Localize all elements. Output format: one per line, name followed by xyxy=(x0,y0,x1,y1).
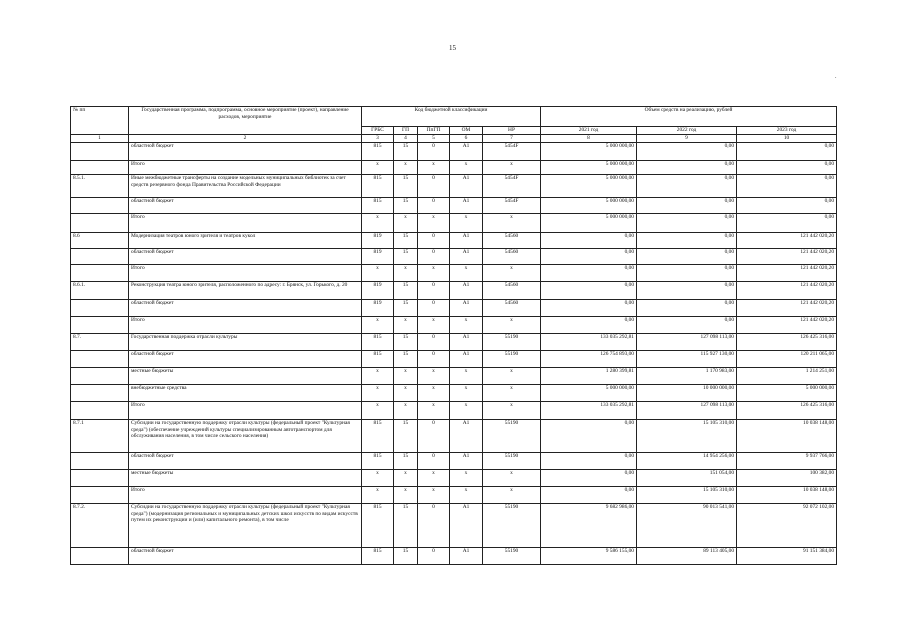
header-code-grbs: ГРБС xyxy=(362,127,394,135)
cell-gp: 15 xyxy=(394,198,418,214)
cell-y2022: 0,00 xyxy=(637,161,737,175)
cell-y2022: 0,00 xyxy=(637,214,737,233)
cell-nr: х xyxy=(483,402,541,420)
cell-ppgp: 0 xyxy=(418,198,450,214)
cell-name: областной бюджет xyxy=(129,351,362,368)
cell-gp: 15 xyxy=(394,143,418,161)
cell-gp: х xyxy=(394,385,418,402)
cell-y2022: 10 000 000,00 xyxy=(637,385,737,402)
cell-om: х xyxy=(450,214,483,233)
cell-om: А1 xyxy=(450,548,483,565)
cell-om: А1 xyxy=(450,351,483,368)
cell-om: А1 xyxy=(450,334,483,351)
cell-name: областной бюджет xyxy=(129,249,362,265)
cell-grbs: 819 xyxy=(362,282,394,300)
cell-gp: 15 xyxy=(394,249,418,265)
header-num: № пп xyxy=(71,107,129,135)
table-row xyxy=(71,487,837,504)
col-number: 6 xyxy=(450,135,483,143)
cell-ppgp: х xyxy=(418,161,450,175)
cell-y2021: 0,00 xyxy=(541,317,637,334)
cell-y2023: 126 425 316,00 xyxy=(737,334,837,351)
cell-num xyxy=(71,548,129,565)
cell-y2023: 126 425 316,00 xyxy=(737,402,837,420)
cell-nr: 55190 xyxy=(483,334,541,351)
cell-y2022: 127 098 113,00 xyxy=(637,402,737,420)
cell-nr: 54560 xyxy=(483,282,541,300)
cell-gp: 15 xyxy=(394,504,418,548)
cell-y2022: 15 105 310,00 xyxy=(637,487,737,504)
cell-y2021: 5 000 000,00 xyxy=(541,175,637,198)
cell-y2022: 89 113 405,00 xyxy=(637,548,737,565)
table-row xyxy=(71,233,837,249)
table-row xyxy=(71,453,837,470)
table-row xyxy=(71,214,837,233)
cell-y2023: 10 038 148,00 xyxy=(737,487,837,504)
header-code-gp: ГП xyxy=(394,127,418,135)
cell-ppgp: х xyxy=(418,487,450,504)
cell-y2022: 0,00 xyxy=(637,233,737,249)
cell-nr: х xyxy=(483,317,541,334)
cell-grbs: х xyxy=(362,402,394,420)
cell-name: Субсидии на государственную поддержку отрасли культуры (федеральный проект "Культурная среда") (модернизация региональных и муниципальных детских школ искусств по видам искусств путем их реконструкции и (или) капитального ремонта), в том числе xyxy=(129,504,362,548)
table-row xyxy=(71,198,837,214)
cell-y2023: 5 000 000,00 xyxy=(737,385,837,402)
cell-gp: 15 xyxy=(394,420,418,453)
cell-name: Иные межбюджетные трансферты на создание модельных муниципальных библиотек за счет средств резервного фонда Правительства Российской Федерации xyxy=(129,175,362,198)
cell-om: А1 xyxy=(450,504,483,548)
cell-y2022: 0,00 xyxy=(637,143,737,161)
header-code-nr: НР xyxy=(483,127,541,135)
header-year-2021: 2021 год xyxy=(541,127,637,135)
cell-om: А1 xyxy=(450,233,483,249)
table-row xyxy=(71,402,837,420)
cell-ppgp: х xyxy=(418,402,450,420)
cell-om: х xyxy=(450,402,483,420)
cell-y2021: 5 000 000,00 xyxy=(541,198,637,214)
cell-num xyxy=(71,317,129,334)
cell-y2022: 0,00 xyxy=(637,198,737,214)
cell-om: А1 xyxy=(450,420,483,453)
cell-ppgp: 0 xyxy=(418,143,450,161)
cell-ppgp: х xyxy=(418,470,450,487)
cell-y2021: 0,00 xyxy=(541,249,637,265)
cell-ppgp: 0 xyxy=(418,351,450,368)
cell-num xyxy=(71,198,129,214)
cell-y2023: 1 214 251,00 xyxy=(737,368,837,385)
cell-nr: х xyxy=(483,487,541,504)
cell-num xyxy=(71,300,129,317)
header-year-2022: 2022 год xyxy=(637,127,737,135)
cell-om: А1 xyxy=(450,453,483,470)
cell-nr: х xyxy=(483,161,541,175)
cell-y2022: 0,00 xyxy=(637,249,737,265)
cell-om: х xyxy=(450,487,483,504)
col-number: 4 xyxy=(394,135,418,143)
cell-y2021: 0,00 xyxy=(541,282,637,300)
cell-om: А1 xyxy=(450,143,483,161)
cell-y2022: 0,00 xyxy=(637,317,737,334)
cell-grbs: 815 xyxy=(362,198,394,214)
table-row xyxy=(71,143,837,161)
cell-nr: 55190 xyxy=(483,420,541,453)
cell-y2022: 151 054,00 xyxy=(637,470,737,487)
cell-ppgp: 0 xyxy=(418,282,450,300)
cell-y2023: 0,00 xyxy=(737,198,837,214)
cell-ppgp: 0 xyxy=(418,453,450,470)
cell-gp: х xyxy=(394,161,418,175)
cell-grbs: 819 xyxy=(362,233,394,249)
table-body xyxy=(71,143,837,565)
cell-y2023: 121 442 020,20 xyxy=(737,317,837,334)
cell-ppgp: х xyxy=(418,214,450,233)
cell-grbs: х xyxy=(362,317,394,334)
cell-gp: 15 xyxy=(394,548,418,565)
cell-grbs: 815 xyxy=(362,143,394,161)
cell-y2021: 1 280 399,81 xyxy=(541,368,637,385)
cell-ppgp: 0 xyxy=(418,249,450,265)
cell-gp: х xyxy=(394,470,418,487)
cell-num xyxy=(71,470,129,487)
cell-om: А1 xyxy=(450,249,483,265)
cell-gp: х xyxy=(394,317,418,334)
table-row xyxy=(71,317,837,334)
cell-num xyxy=(71,214,129,233)
header-name: Государственная программа, подпрограмма, основное мероприятие (проект), направление расходов, мероприятие xyxy=(129,107,362,135)
cell-ppgp: 0 xyxy=(418,548,450,565)
cell-y2021: 0,00 xyxy=(541,233,637,249)
cell-grbs: х xyxy=(362,487,394,504)
cell-num: 8.6.1. xyxy=(71,282,129,300)
table-row xyxy=(71,470,837,487)
cell-ppgp: 0 xyxy=(418,175,450,198)
cell-y2022: 90 013 541,00 xyxy=(637,504,737,548)
table-row xyxy=(71,175,837,198)
cell-nr: х xyxy=(483,385,541,402)
col-number: 8 xyxy=(541,135,637,143)
cell-name: областной бюджет xyxy=(129,143,362,161)
cell-y2021: 5 000 000,00 xyxy=(541,161,637,175)
cell-om: А1 xyxy=(450,282,483,300)
cell-grbs: 815 xyxy=(362,334,394,351)
table-row xyxy=(71,282,837,300)
header-year-2023: 2023 год xyxy=(737,127,837,135)
cell-gp: 15 xyxy=(394,334,418,351)
cell-num: 8.6 xyxy=(71,233,129,249)
cell-gp: х xyxy=(394,265,418,282)
cell-y2021: 9 586 155,00 xyxy=(541,548,637,565)
cell-num xyxy=(71,265,129,282)
cell-ppgp: х xyxy=(418,317,450,334)
col-number: 10 xyxy=(737,135,837,143)
col-number: 9 xyxy=(637,135,737,143)
cell-name: местные бюджеты xyxy=(129,368,362,385)
cell-ppgp: 0 xyxy=(418,300,450,317)
cell-om: А1 xyxy=(450,300,483,317)
cell-y2022: 14 954 256,00 xyxy=(637,453,737,470)
cell-grbs: 815 xyxy=(362,420,394,453)
cell-y2022: 0,00 xyxy=(637,282,737,300)
cell-num xyxy=(71,351,129,368)
table-row xyxy=(71,161,837,175)
cell-ppgp: 0 xyxy=(418,334,450,351)
cell-y2021: 0,00 xyxy=(541,487,637,504)
cell-y2023: 100 382,00 xyxy=(737,470,837,487)
cell-nr: 55190 xyxy=(483,548,541,565)
cell-name: внебюджетные средства xyxy=(129,385,362,402)
header-code-ppgp: ПпГП xyxy=(418,127,450,135)
cell-nr: 5454F xyxy=(483,198,541,214)
col-number: 7 xyxy=(483,135,541,143)
cell-name: Итого xyxy=(129,317,362,334)
cell-name: областной бюджет xyxy=(129,198,362,214)
cell-y2021: 5 000 000,00 xyxy=(541,385,637,402)
cell-y2021: 0,00 xyxy=(541,420,637,453)
cell-y2021: 5 000 000,00 xyxy=(541,214,637,233)
cell-gp: х xyxy=(394,487,418,504)
cell-nr: 54560 xyxy=(483,300,541,317)
cell-grbs: х xyxy=(362,265,394,282)
cell-grbs: 819 xyxy=(362,300,394,317)
cell-gp: х xyxy=(394,402,418,420)
cell-nr: х xyxy=(483,214,541,233)
cell-y2022: 0,00 xyxy=(637,175,737,198)
cell-y2021: 5 000 000,00 xyxy=(541,143,637,161)
cell-name: областной бюджет xyxy=(129,548,362,565)
cell-om: х xyxy=(450,161,483,175)
cell-num: 8.7.1 xyxy=(71,420,129,453)
cell-om: х xyxy=(450,317,483,334)
cell-num xyxy=(71,487,129,504)
cell-om: х xyxy=(450,368,483,385)
cell-name: Субсидии на государственную поддержку отрасли культуры (федеральный проект "Культурная среда") (обеспечение учреждений культуры специализированным автотранспортом для обслуживания населения, в том числе сельского населения) xyxy=(129,420,362,453)
cell-y2021: 133 035 292,81 xyxy=(541,402,637,420)
cell-y2023: 10 038 148,00 xyxy=(737,420,837,453)
cell-grbs: 815 xyxy=(362,175,394,198)
table-row xyxy=(71,420,837,453)
cell-y2023: 121 442 020,20 xyxy=(737,282,837,300)
table-row xyxy=(71,385,837,402)
table-row xyxy=(71,368,837,385)
header-code-group: Код бюджетной классификации xyxy=(362,107,541,127)
cell-y2023: 91 151 384,00 xyxy=(737,548,837,565)
cell-gp: 15 xyxy=(394,300,418,317)
cell-grbs: х xyxy=(362,214,394,233)
col-number: 2 xyxy=(129,135,362,143)
col-number: 1 xyxy=(71,135,129,143)
cell-name: Итого xyxy=(129,487,362,504)
cell-y2022: 0,00 xyxy=(637,265,737,282)
cell-y2023: 0,00 xyxy=(737,161,837,175)
cell-nr: 5454F xyxy=(483,143,541,161)
cell-grbs: 815 xyxy=(362,453,394,470)
cell-ppgp: 0 xyxy=(418,504,450,548)
cell-gp: 15 xyxy=(394,453,418,470)
cell-nr: 54560 xyxy=(483,249,541,265)
cell-y2022: 15 105 310,00 xyxy=(637,420,737,453)
cell-ppgp: х xyxy=(418,368,450,385)
cell-ppgp: х xyxy=(418,385,450,402)
cell-nr: 55190 xyxy=(483,351,541,368)
cell-ppgp: х xyxy=(418,265,450,282)
cell-y2021: 9 682 986,00 xyxy=(541,504,637,548)
cell-y2023: 121 442 020,20 xyxy=(737,300,837,317)
cell-y2023: 121 442 020,20 xyxy=(737,233,837,249)
cell-nr: х xyxy=(483,470,541,487)
cell-num xyxy=(71,402,129,420)
cell-nr: 54560 xyxy=(483,233,541,249)
cell-num xyxy=(71,385,129,402)
cell-num xyxy=(71,161,129,175)
cell-num xyxy=(71,249,129,265)
cell-y2021: 126 754 893,00 xyxy=(541,351,637,368)
cell-y2021: 133 035 292,81 xyxy=(541,334,637,351)
cell-gp: 15 xyxy=(394,175,418,198)
table-row xyxy=(71,504,837,548)
cell-om: х xyxy=(450,385,483,402)
cell-grbs: х xyxy=(362,368,394,385)
cell-om: А1 xyxy=(450,198,483,214)
cell-y2021: 0,00 xyxy=(541,453,637,470)
cell-name: Итого xyxy=(129,214,362,233)
cell-gp: 15 xyxy=(394,233,418,249)
cell-grbs: 815 xyxy=(362,548,394,565)
cell-name: Итого xyxy=(129,161,362,175)
cell-ppgp: 0 xyxy=(418,420,450,453)
cell-name: Модернизация театров юного зрителя и театров кукол xyxy=(129,233,362,249)
cell-nr: 55190 xyxy=(483,504,541,548)
cell-ppgp: 0 xyxy=(418,233,450,249)
budget-table xyxy=(70,106,837,565)
col-number: 5 xyxy=(418,135,450,143)
cell-gp: 15 xyxy=(394,351,418,368)
cell-om: х xyxy=(450,265,483,282)
cell-num: 8.7. xyxy=(71,334,129,351)
cell-name: Реконструкция театра юного зрителя, расположенного по адресу: г. Брянск, ул. Горького, д. 20 xyxy=(129,282,362,300)
cell-y2023: 0,00 xyxy=(737,214,837,233)
cell-nr: 55190 xyxy=(483,453,541,470)
cell-name: областной бюджет xyxy=(129,300,362,317)
table-row xyxy=(71,548,837,565)
cell-om: А1 xyxy=(450,175,483,198)
cell-name: Итого xyxy=(129,265,362,282)
cell-y2022: 1 170 983,00 xyxy=(637,368,737,385)
header-code-om: ОМ xyxy=(450,127,483,135)
col-number: 3 xyxy=(362,135,394,143)
cell-gp: х xyxy=(394,214,418,233)
cell-om: х xyxy=(450,470,483,487)
cell-y2022: 115 927 130,00 xyxy=(637,351,737,368)
cell-y2023: 0,00 xyxy=(737,175,837,198)
cell-grbs: 815 xyxy=(362,351,394,368)
table-row xyxy=(71,334,837,351)
cell-y2021: 0,00 xyxy=(541,470,637,487)
cell-grbs: х xyxy=(362,470,394,487)
cell-num: 8.5.1. xyxy=(71,175,129,198)
cell-nr: х xyxy=(483,265,541,282)
cell-grbs: х xyxy=(362,385,394,402)
cell-y2023: 121 442 020,20 xyxy=(737,265,837,282)
table-row xyxy=(71,249,837,265)
cell-nr: 5454F xyxy=(483,175,541,198)
cell-grbs: 819 xyxy=(362,249,394,265)
cell-num xyxy=(71,453,129,470)
cell-num xyxy=(71,368,129,385)
cell-grbs: х xyxy=(362,161,394,175)
cell-num: 8.7.2. xyxy=(71,504,129,548)
cell-y2023: 121 442 020,20 xyxy=(737,249,837,265)
cell-y2023: 0,00 xyxy=(737,143,837,161)
table-row xyxy=(71,300,837,317)
cell-gp: 15 xyxy=(394,282,418,300)
cell-name: Государственная поддержка отрасли культуры xyxy=(129,334,362,351)
cell-y2023: 120 211 065,00 xyxy=(737,351,837,368)
cell-y2023: 9 937 766,00 xyxy=(737,453,837,470)
cell-gp: х xyxy=(394,368,418,385)
header-amount-group: Объем средств на реализацию, рублей xyxy=(541,107,837,127)
cell-y2021: 0,00 xyxy=(541,265,637,282)
page-number: 15 xyxy=(449,44,456,52)
cell-num xyxy=(71,143,129,161)
cell-name: местные бюджеты xyxy=(129,470,362,487)
cell-nr: х xyxy=(483,368,541,385)
cell-y2023: 92 072 102,00 xyxy=(737,504,837,548)
cell-y2022: 0,00 xyxy=(637,300,737,317)
cell-y2021: 0,00 xyxy=(541,300,637,317)
table-row xyxy=(71,351,837,368)
cell-name: областной бюджет xyxy=(129,453,362,470)
table-row xyxy=(71,265,837,282)
cell-name: Итого xyxy=(129,402,362,420)
corner-mark: . xyxy=(835,74,837,80)
cell-y2022: 127 098 113,00 xyxy=(637,334,737,351)
cell-grbs: 815 xyxy=(362,504,394,548)
